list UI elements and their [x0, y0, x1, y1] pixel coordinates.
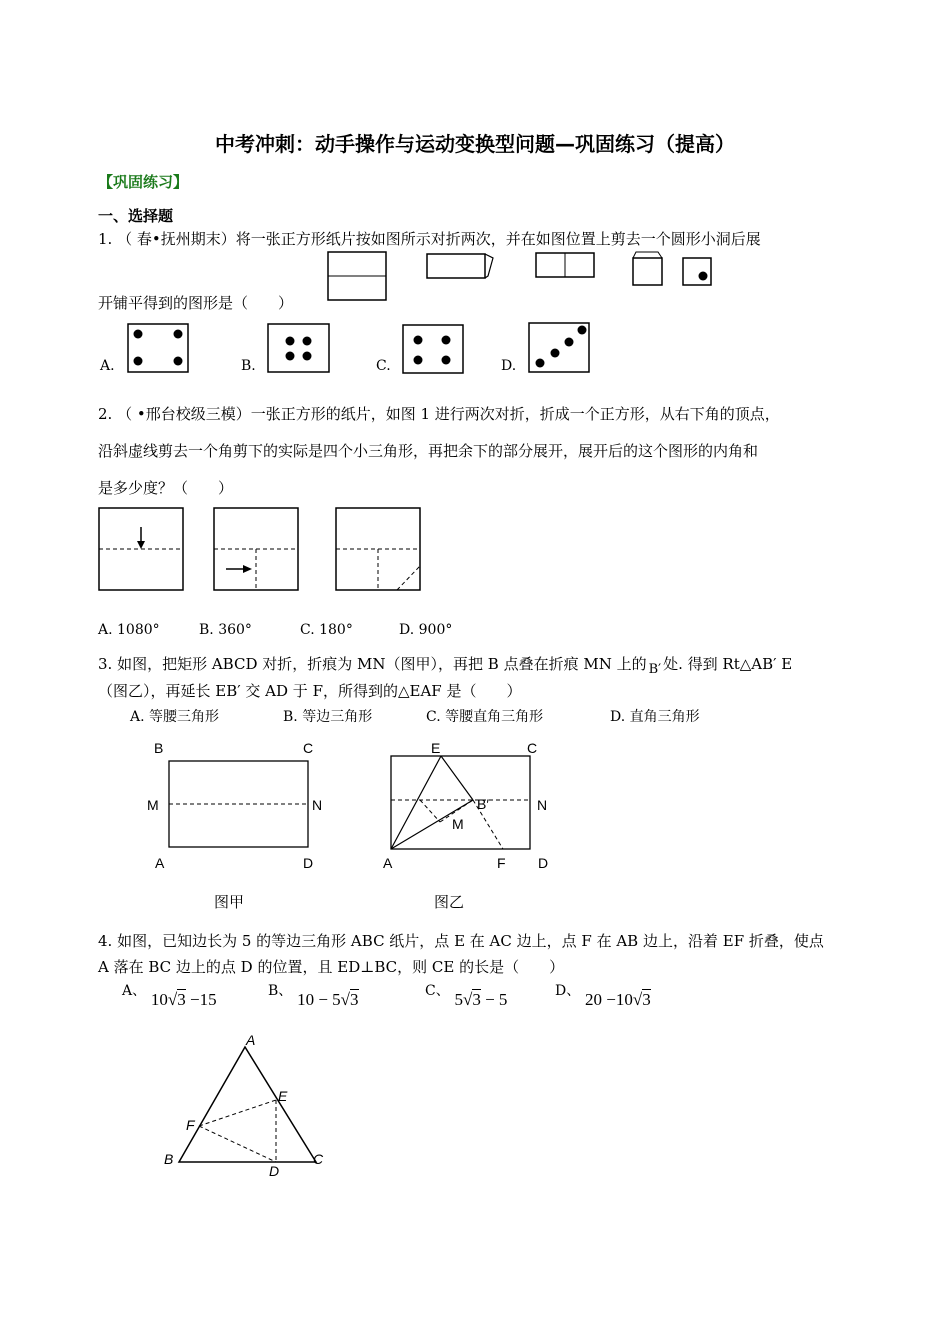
q1-line1: 1. （ 春•抚州期末）将一张正方形纸片按如图所示对折两次，并在如图位置上剪去一个圆形小洞后展: [98, 230, 761, 248]
q1-option-d[interactable]: D.: [501, 358, 517, 374]
yi-label-e: E: [431, 740, 441, 756]
q3-option-b[interactable]: B. 等边三角形: [283, 709, 373, 725]
q2-line2: 沿斜虚线剪去一个角剪下的实际是四个小三角形，再把余下的部分展开，展开后的这个图形的内角和: [98, 442, 759, 460]
q4-line1: 4. 如图，已知边长为 5 的等边三角形 ABC 纸片，点 E 在 AC 边上，点 F 在 AB 边上，沿着 EF 折叠，使点: [98, 932, 824, 950]
jia-label-n: N: [312, 797, 323, 813]
q2-line1: 2. （ •邢台校级三模）一张正方形的纸片，如图 1 进行两次对折，折成一个正方形，从右下角的顶点，: [98, 405, 780, 423]
q4-option-a-part1: 10: [150, 990, 168, 1009]
q3-line1b-text: 处. 得到 Rt△AB′ E: [663, 655, 793, 673]
q4-option-a-part3: −15: [185, 990, 217, 1009]
q1-option-a[interactable]: A.: [100, 358, 115, 374]
q3-option-c[interactable]: C. 等腰直角三角形: [426, 709, 544, 725]
q2-line3: 是多少度？（ ）: [98, 479, 234, 497]
q4-label-d: D: [269, 1163, 280, 1179]
yi-label-c: C: [527, 740, 538, 756]
q3-option-d[interactable]: D. 直角三角形: [610, 709, 700, 725]
q3-option-a[interactable]: A. 等腰三角形: [130, 709, 220, 725]
yi-label-bprime: B′: [477, 796, 489, 812]
sqrt-icon: √: [340, 990, 351, 1009]
q4-label-a: A: [246, 1032, 256, 1048]
q4-label-c: C: [313, 1151, 324, 1167]
q4-option-d-label: D、: [555, 983, 581, 999]
q4-option-c-label: C、: [425, 983, 450, 999]
section-tag: 【巩固练习】: [98, 173, 189, 191]
q3-bprime: B′: [648, 662, 662, 677]
q4-option-b-radicand: 3: [350, 990, 359, 1009]
jia-label-d: D: [303, 855, 314, 871]
q4-option-b-part1: 10 − 5: [297, 990, 341, 1009]
yi-label-n: N: [537, 797, 548, 813]
q4-option-c-radicand: 3: [472, 990, 481, 1009]
q4-label-f: F: [186, 1117, 195, 1133]
jia-label-m: M: [147, 797, 159, 813]
q4-option-d-radicand: 3: [642, 990, 651, 1009]
q4-option-d-part1: 20 −10: [585, 990, 633, 1009]
q4-label-b: B: [164, 1151, 174, 1167]
jia-caption: 图甲: [214, 894, 245, 911]
sqrt-icon: √: [632, 990, 643, 1009]
yi-label-d: D: [538, 855, 549, 871]
q4-option-c-part1: 5: [454, 990, 463, 1009]
jia-label-b: B: [154, 740, 164, 756]
yi-label-m: M: [452, 816, 464, 832]
page-title: 中考冲刺：动手操作与运动变换型问题—巩固练习（提高）: [215, 132, 735, 156]
q4-label-e: E: [278, 1088, 288, 1104]
q4-option-a-radicand: 3: [177, 990, 186, 1009]
q3-line1-text: 3. 如图，把矩形 ABCD 对折，折痕为 MN（图甲），再把 B 点叠在折痕 MN 上的: [98, 655, 647, 673]
q1-line2: 开铺平得到的图形是（ ）: [98, 294, 294, 312]
q1-option-b[interactable]: B.: [241, 358, 256, 374]
yi-label-a: A: [383, 855, 393, 871]
q2-option-d[interactable]: D. 900°: [399, 622, 453, 638]
yi-caption: 图乙: [434, 894, 465, 911]
q1-option-c[interactable]: C.: [376, 358, 391, 374]
jia-label-c: C: [303, 740, 314, 756]
q3-line2: （图乙），再延长 EB′ 交 AD 于 F，所得到的△EAF 是（ ）: [98, 682, 522, 700]
yi-label-f: F: [497, 855, 506, 871]
q4-option-c-part3: − 5: [480, 990, 508, 1009]
q4-option-b-label: B、: [268, 983, 293, 999]
q4-line2: A 落在 BC 边上的点 D 的位置，且 ED⊥BC，则 CE 的长是（ ）: [98, 958, 565, 976]
sqrt-icon: √: [463, 990, 473, 1009]
part-heading: 一、选择题: [98, 207, 174, 225]
sqrt-icon: √: [167, 990, 178, 1009]
jia-label-a: A: [155, 855, 165, 871]
q4-option-a-label: A、: [122, 983, 147, 999]
q2-option-a[interactable]: A. 1080°: [98, 622, 160, 638]
q2-option-b[interactable]: B. 360°: [199, 622, 252, 638]
q2-option-c[interactable]: C. 180°: [300, 622, 353, 638]
